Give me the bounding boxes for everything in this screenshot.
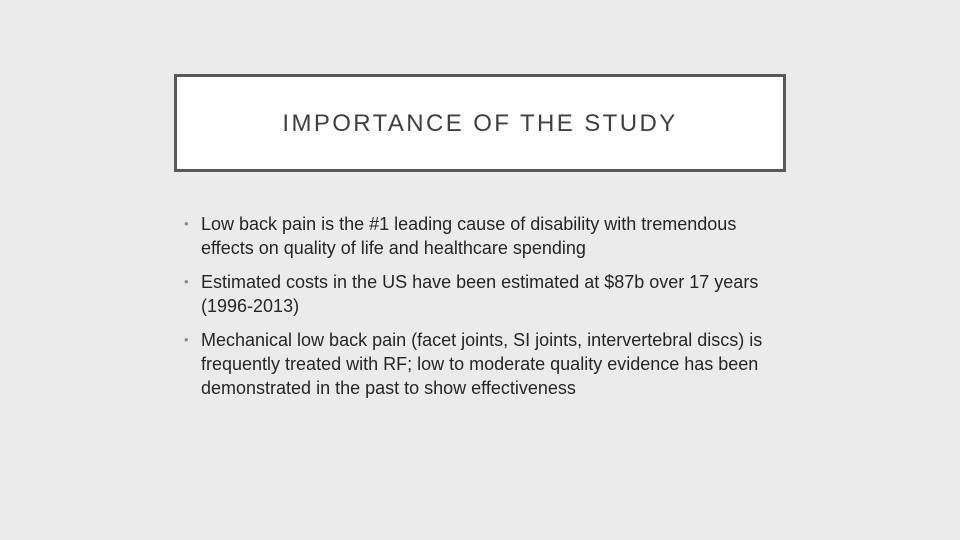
bullet-item <box>184 212 784 260</box>
bullet-item <box>184 328 784 400</box>
slide-title: IMPORTANCE OF THE STUDY <box>282 110 678 137</box>
bullet-icon: • <box>184 332 189 347</box>
bullet-text: Estimated costs in the US have been estimated at $87b over 17 years (1996-2013) <box>201 272 759 316</box>
bullet-item <box>184 270 784 318</box>
title-box <box>174 74 786 172</box>
bullet-text: Low back pain is the #1 leading cause of disability with tremendous effects on quality of life and healthcare spending <box>201 214 737 258</box>
bullet-list <box>184 212 784 410</box>
bullet-icon: • <box>184 274 189 289</box>
bullet-icon: • <box>184 216 189 231</box>
bullet-text: Mechanical low back pain (facet joints, SI joints, intervertebral discs) is frequently treated with RF; low to moderate quality evidence has been demonstrated in the past to show effectiveness <box>201 330 763 398</box>
